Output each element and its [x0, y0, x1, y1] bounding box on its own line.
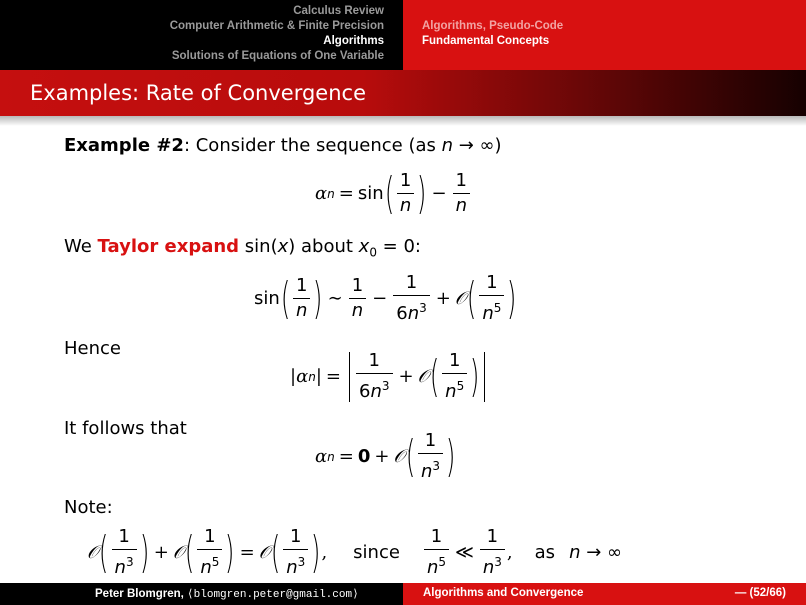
- big-o-symbol: 𝒪: [417, 365, 429, 387]
- section-nav-list: [170, 4, 384, 64]
- abs-bar-large: [484, 352, 485, 402]
- right-paren: ): [507, 272, 517, 324]
- fraction-one-over-n5: [442, 350, 467, 403]
- fraction-one-over-n3: [418, 430, 443, 483]
- exponent-three: 3: [432, 459, 441, 473]
- footer-page-number: — (52/66): [734, 587, 786, 599]
- right-paren: ): [313, 272, 323, 324]
- subscript-n: n: [327, 186, 335, 201]
- numerator: 1: [430, 526, 443, 547]
- fraction-one-over-n: [397, 170, 414, 217]
- left-paren: (: [429, 350, 440, 402]
- numerator: 1: [295, 275, 308, 296]
- title-shadow: [0, 116, 806, 126]
- text-sin: sin(: [239, 236, 278, 257]
- equation-sequence-definition: [315, 167, 472, 219]
- left-paren: (: [384, 167, 394, 219]
- sin-function: sin: [254, 287, 280, 309]
- bold-zero: 0: [357, 445, 371, 467]
- exponent-three: 3: [494, 555, 502, 569]
- alpha-symbol: α: [315, 182, 328, 204]
- numerator: 1: [486, 272, 498, 293]
- denominator: [393, 295, 430, 325]
- numerator: 1: [290, 526, 302, 547]
- denominator: [356, 373, 393, 403]
- plus-sign: +: [374, 445, 390, 467]
- denominator: [442, 373, 467, 403]
- abs-bar: |: [315, 365, 322, 387]
- intro-limit: n → ∞: [441, 135, 495, 156]
- denominator: [480, 549, 505, 579]
- sin-function: sin: [357, 182, 384, 204]
- plus-sign: +: [398, 365, 414, 387]
- left-paren: (: [270, 526, 281, 578]
- abs-bar-large: [349, 352, 350, 402]
- big-o-symbol: 𝒪: [258, 541, 271, 563]
- equation-alpha-order: [315, 430, 456, 483]
- right-paren: ): [139, 526, 149, 578]
- big-o-symbol: 𝒪: [87, 541, 99, 563]
- exponent-three: 3: [381, 379, 390, 393]
- fraction-one-over-6n3: [393, 272, 430, 325]
- equation-abs-alpha: [290, 350, 489, 403]
- fraction-one-over-n3: [283, 526, 308, 579]
- equation-taylor-series: [254, 272, 518, 325]
- example-label: Example #2: [64, 135, 184, 156]
- text-about: ) about: [288, 236, 359, 257]
- abs-bar: |: [290, 365, 297, 387]
- taylor-expand-highlight: Taylor expand: [97, 236, 240, 257]
- exponent-three: 3: [297, 555, 306, 569]
- plus-sign: +: [153, 541, 169, 563]
- nav-subsection-fundamental-concepts[interactable]: Fundamental Concepts: [422, 35, 550, 47]
- left-paren: (: [280, 272, 291, 324]
- author-name: Peter Blomgren,: [95, 588, 184, 600]
- var-n: n: [200, 557, 212, 578]
- section-nav-panel: [0, 0, 403, 70]
- var-n: n: [421, 461, 433, 482]
- denominator: n: [453, 193, 470, 217]
- var-n: n: [482, 303, 494, 324]
- numerator: 1: [424, 430, 437, 451]
- footer-author-panel: [0, 583, 403, 605]
- left-paren: (: [467, 272, 477, 324]
- nav-section-algorithms[interactable]: Algorithms: [323, 35, 384, 47]
- exponent-five: 5: [493, 301, 502, 315]
- nav-section-calculus-review[interactable]: Calculus Review: [293, 5, 384, 17]
- fraction-one-over-n5: [424, 526, 449, 579]
- coef-six: 6: [396, 303, 408, 324]
- equals-sign: =: [325, 365, 342, 387]
- taylor-expand-line: [64, 236, 421, 264]
- denominator: [283, 549, 308, 579]
- fraction-one-over-n3: [480, 526, 505, 579]
- intro-close-paren: ): [494, 135, 502, 156]
- denominator: n: [397, 193, 414, 217]
- comma: ,: [506, 541, 513, 563]
- denominator: n: [293, 298, 310, 322]
- fraction-one-over-n5: [479, 272, 504, 325]
- minus-sign: −: [431, 182, 447, 204]
- follows-text: It follows that: [64, 418, 187, 439]
- subsection-nav-panel: [403, 0, 806, 70]
- text-equals-zero: = 0:: [376, 236, 421, 257]
- big-o-symbol: 𝒪: [172, 541, 185, 563]
- numerator: 1: [204, 526, 216, 547]
- alpha-symbol: α: [315, 445, 328, 467]
- right-paren: ): [470, 350, 480, 402]
- footer: [0, 583, 806, 605]
- denominator: n: [349, 298, 366, 322]
- frame-title-bar: [0, 70, 806, 116]
- text-we: We: [64, 236, 98, 257]
- numerator: 1: [399, 170, 412, 191]
- subscript-zero: 0: [369, 245, 377, 260]
- fraction-one-over-n: [349, 275, 366, 322]
- var-x: x: [277, 236, 289, 257]
- denominator: [197, 549, 222, 579]
- big-o-symbol: 𝒪: [393, 445, 405, 467]
- header-navigation: [0, 0, 806, 70]
- right-paren: ): [417, 167, 427, 219]
- var-n: n: [286, 557, 298, 578]
- fraction-one-over-n5: [197, 526, 222, 579]
- numerator: 1: [448, 350, 461, 371]
- footer-presentation-title: Algorithms and Convergence: [423, 587, 584, 599]
- numerator: 1: [118, 526, 130, 547]
- denominator: [112, 549, 137, 579]
- var-x0: x: [358, 236, 370, 257]
- var-n: n: [426, 557, 439, 578]
- right-paren: ): [311, 526, 321, 578]
- note-text: Note:: [64, 497, 113, 518]
- fraction-one-over-n3: [112, 526, 137, 579]
- right-paren: ): [445, 430, 456, 482]
- numerator: 1: [455, 170, 467, 191]
- exponent-three: 3: [419, 301, 427, 315]
- subscript-n: n: [327, 449, 335, 464]
- var-n: n: [114, 557, 126, 578]
- left-paren: (: [405, 430, 416, 482]
- right-paren: ): [225, 526, 235, 578]
- equation-order-sum: [87, 526, 622, 579]
- as-text: as: [534, 541, 556, 563]
- plus-sign: +: [435, 287, 451, 309]
- exponent-five: 5: [438, 555, 446, 569]
- coef-six: 6: [359, 381, 371, 402]
- exponent-five: 5: [456, 379, 465, 393]
- minus-sign: −: [372, 287, 388, 309]
- nav-subsection-algorithms-pseudo-code[interactable]: Algorithms, Pseudo-Code: [422, 20, 564, 32]
- big-o-symbol: 𝒪: [454, 287, 467, 309]
- numerator: 1: [351, 275, 364, 296]
- var-n: n: [445, 381, 457, 402]
- subsection-nav-list: [422, 19, 563, 49]
- alpha-symbol: α: [296, 365, 309, 387]
- var-n: n: [370, 381, 382, 402]
- denominator: [479, 295, 504, 325]
- equals-sign: =: [239, 541, 255, 563]
- example-intro-text: : Consider the sequence (as: [183, 135, 442, 156]
- example-intro-line: [64, 135, 502, 157]
- footer-title-panel: [403, 583, 806, 605]
- denominator: [424, 549, 449, 579]
- numerator: 1: [486, 526, 499, 547]
- equals-sign: =: [338, 445, 354, 467]
- author-email[interactable]: ⟨blomgren.peter@gmail.com⟩: [187, 589, 359, 601]
- nav-section-computer-arithmetic[interactable]: Computer Arithmetic & Finite Precision: [169, 20, 384, 32]
- limit-expression: n → ∞: [569, 541, 622, 563]
- var-n: n: [407, 303, 420, 324]
- var-n: n: [482, 557, 495, 578]
- since-text: since: [353, 541, 400, 563]
- denominator: [418, 453, 443, 483]
- fraction-one-over-n: [293, 275, 310, 322]
- exponent-three: 3: [125, 555, 134, 569]
- left-paren: (: [185, 526, 195, 578]
- equals-sign: =: [338, 182, 354, 204]
- footer-author: [95, 587, 359, 601]
- numerator: 1: [405, 272, 418, 293]
- exponent-five: 5: [211, 555, 220, 569]
- nav-section-solutions-of-equations[interactable]: Solutions of Equations of One Variable: [171, 50, 384, 62]
- subscript-n: n: [308, 369, 316, 384]
- left-paren: (: [99, 526, 109, 578]
- fraction-one-over-n: [453, 170, 470, 217]
- fraction-one-over-6n3: [356, 350, 393, 403]
- much-less-symbol: ≪: [455, 541, 474, 563]
- numerator: 1: [368, 350, 380, 371]
- sim-symbol: ∼: [327, 287, 343, 309]
- hence-text: Hence: [64, 338, 121, 359]
- comma: ,: [321, 541, 328, 563]
- frame-title: Examples: Rate of Convergence: [30, 81, 366, 105]
